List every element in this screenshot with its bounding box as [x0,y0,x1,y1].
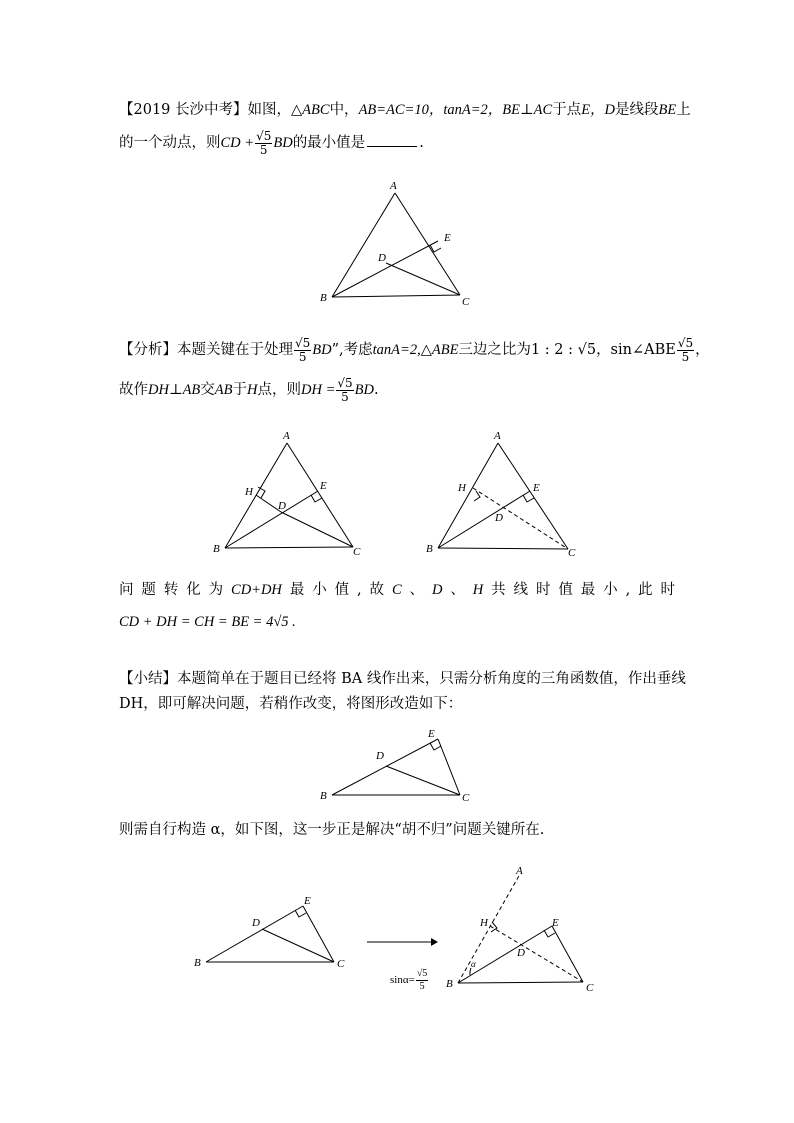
construct-line: 则需自行构造 α，如下图，这一步正是解决“胡不归”问题关键所在. [119,822,545,838]
conversion-token: 小 [603,582,618,598]
conversion-token: , [625,582,631,598]
figure-bdc-triangle [310,725,480,805]
figure-with-h-left [205,425,375,560]
label-E: E [552,917,559,929]
answer-blank [367,146,417,147]
figure-triangle-abc [310,175,480,310]
label-C: C [462,792,470,804]
label-E: E [320,480,327,492]
problem-line-2: 的一个动点，则CD + $\frac{√5}{5}$ BD的最小值是 . [119,128,424,157]
label-E: E [444,232,451,244]
label-D: D [495,512,503,524]
conversion-token: 时 [660,582,675,598]
analysis-line-1: 【分析】本题关键在于处理 $\frac{√5}{5}$ BD”,考虑tanA=2,△ABE三边之比为1 : 2 : √5，sin∠ABE $\frac{√5}{5}$ ， [119,335,710,364]
conversion-token: CD+DH [231,582,282,598]
conversion-token: 问 [119,582,134,598]
label-C: C [462,296,470,308]
label-A: A [390,180,397,192]
label-D: D [517,947,525,959]
label-E: E [304,895,311,907]
conversion-token: C [391,582,402,598]
figure-construct-alpha [440,860,610,995]
conversion-token: 此 [638,582,653,598]
sin-alpha-label: sinα= $\frac{√5}{5}$ [390,968,428,992]
label-B: B [320,292,327,304]
conversion-token: 、 [409,582,425,598]
label-alpha: α [471,959,476,969]
analysis-tag: 【分析】 [119,342,177,358]
label-H: H [245,486,253,498]
label-D: D [252,917,260,929]
conversion-token: 小 [312,582,327,598]
label-B: B [320,790,327,802]
conversion-token: 最 [289,582,305,598]
conversion-token: 值 [558,582,573,598]
conversion-token: 共 [491,582,506,598]
summary-line-2: DH，即可解决问题，若稍作改变，将图形改造如下： [119,696,463,712]
conversion-token: 为 [208,582,224,598]
label-C: C [353,546,361,558]
fraction-root5-over-5: $\frac{√5}{5}$ [256,128,272,157]
label-B: B [446,978,453,990]
figure-with-h-right [418,425,588,560]
conversion-token: 转 [163,582,179,598]
label-C: C [337,958,345,970]
label-A: A [516,865,523,877]
label-E: E [533,482,540,494]
label-A: A [283,430,290,442]
label-B: B [213,543,220,555]
label-D: D [376,750,384,762]
label-D: D [278,500,286,512]
label-C: C [586,982,594,994]
summary-line-1: 【小结】本题简单在于题目已经将 BA 线作出来，只需分析角度的三角函数值，作出垂线 [119,671,686,687]
conversion-token: 值 [334,582,350,598]
analysis-line-2: 故作DH⊥AB交AB于H点，则DH = $\frac{√5}{5}$ BD. [119,375,379,404]
conversion-token: 化 [186,582,201,598]
label-A: A [494,430,501,442]
problem-tag: 【2019 长沙中考】 [119,102,248,118]
label-B: B [194,957,201,969]
label-H: H [458,482,466,494]
conversion-token: 、 [450,582,465,598]
problem-line-1: 【2019 长沙中考】如图，△ABC中，AB=AC=10，tanA=2，BE⊥AC于点E，D是线段BE上 [119,102,691,118]
conversion-token: 最 [580,582,596,598]
label-H: H [480,917,488,929]
conversion-token: 题 [141,582,156,598]
figure-bdc-small [190,890,360,975]
conversion-token: H [472,582,484,598]
transform-arrow [365,935,440,949]
conversion-token: , [357,582,362,598]
label-D: D [378,252,386,264]
conversion-token: 时 [535,582,551,598]
conversion-result: CD + DH = CH = BE = 4√5 . [119,614,296,630]
conversion-token: D [431,582,443,598]
label-C: C [568,547,576,559]
label-B: B [426,543,433,555]
label-E: E [428,728,435,740]
conversion-token: 线 [513,582,529,598]
conversion-token: 故 [369,582,385,598]
summary-tag: 【小结】 [119,671,177,687]
conversion-line-1 [119,580,675,600]
